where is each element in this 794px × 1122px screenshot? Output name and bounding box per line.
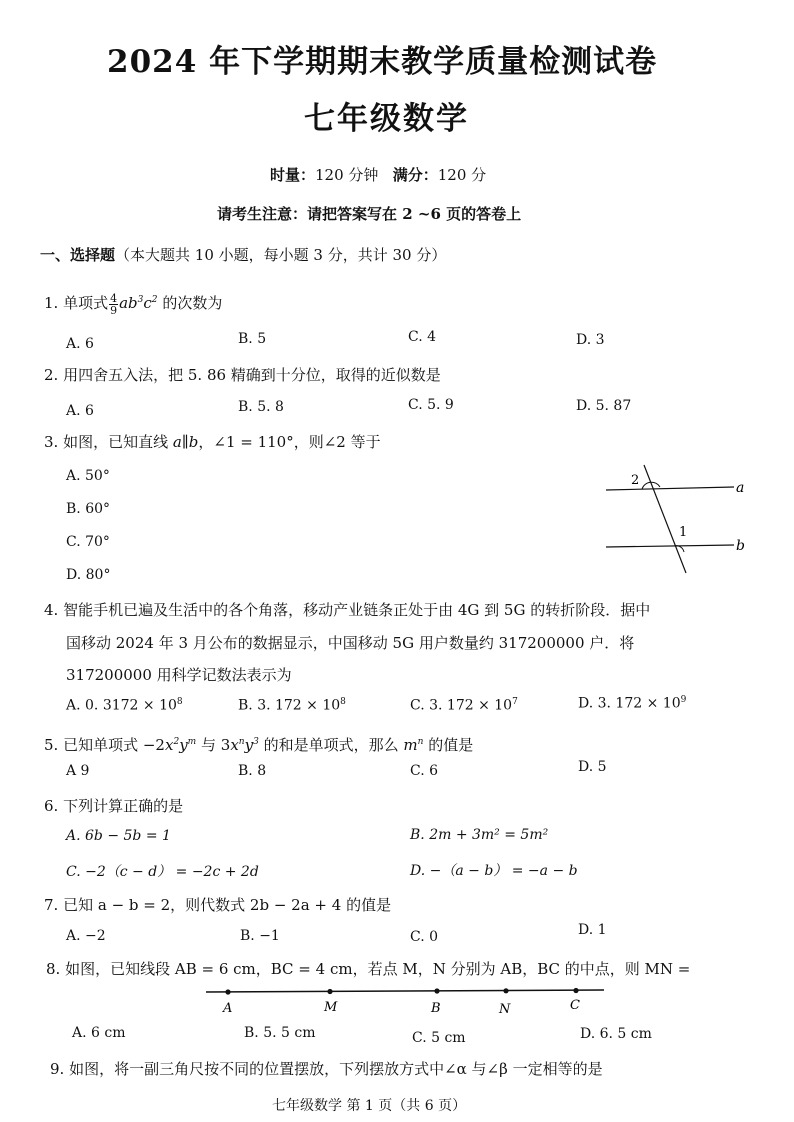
question-8-stem xyxy=(46,958,690,980)
q5-number: 5. xyxy=(44,736,59,754)
q7-option-a: A. −2 xyxy=(66,928,106,944)
q1-option-a: A. 6 xyxy=(66,336,94,352)
q8-segment-figure xyxy=(200,982,610,1018)
q4-option-a xyxy=(66,697,183,714)
point-b-label: B xyxy=(431,1001,441,1016)
time-label: 时量： xyxy=(270,166,316,184)
q4-option-d xyxy=(578,695,686,712)
q3-parallel-lines-figure xyxy=(596,455,756,580)
point-a-label: A xyxy=(223,1001,233,1016)
q8-option-b: B. 5. 5 cm xyxy=(244,1025,316,1041)
question-4-line-1 xyxy=(44,599,650,621)
q6-text: 下列计算正确的是 xyxy=(63,797,184,815)
angle-1-label: 1 xyxy=(679,525,688,540)
q7-option-b: B. −1 xyxy=(240,928,280,944)
q4-text-line1: 智能手机已遍及生活中的各个角落，移动产业链条正处于由 4G 到 5G 的转折阶段．据中 xyxy=(63,601,651,619)
score-label: 满分： xyxy=(392,166,438,184)
q2-number: 2. xyxy=(44,366,59,384)
q8-option-a: A. 6 cm xyxy=(72,1025,126,1041)
q4-number: 4. xyxy=(44,601,59,619)
q3-number: 3. xyxy=(44,433,59,451)
q7-option-d: D. 1 xyxy=(578,922,607,938)
q3-option-b: B. 60° xyxy=(66,501,111,517)
q9-text: 如图，将一副三角尺按不同的位置摆放，下列摆放方式中∠α 与∠β 一定相等的是 xyxy=(69,1060,603,1078)
exam-title: 2024 年下学期期末教学质量检测试卷 xyxy=(107,44,658,80)
q3-option-a: A. 50° xyxy=(66,468,110,484)
q1-option-c: C. 4 xyxy=(408,329,437,345)
q3-text-a: 如图，已知直线 xyxy=(63,433,169,451)
q5-text-post: 的和是单项式，那么 xyxy=(263,736,399,754)
point-n-label: N xyxy=(499,1002,511,1017)
q5-option-c: C. 6 xyxy=(410,763,439,779)
q4-option-a-base: A. 0. 3172 × 10 xyxy=(66,697,177,714)
point-c-dot xyxy=(573,988,578,993)
q1-frac-num: 4 xyxy=(110,291,118,305)
point-a-dot xyxy=(225,989,230,994)
q6-option-a: A. 6b − 5b = 1 xyxy=(66,828,171,844)
q2-option-a: A. 6 xyxy=(66,403,94,419)
q3-text-b: ，∠1 = 110°，则∠2 等于 xyxy=(198,433,381,451)
point-m-label: M xyxy=(324,1000,338,1015)
question-5-stem xyxy=(44,731,473,756)
question-7-stem xyxy=(44,894,391,916)
section-title: 一、选择题 xyxy=(40,246,116,264)
q5-text-end: 的值是 xyxy=(428,736,474,754)
q1-frac-den: 9 xyxy=(110,303,118,317)
question-3-stem xyxy=(44,431,381,453)
exam-notice: 请考生注意：请把答案写在 2 ~6 页的答卷上 xyxy=(217,205,522,223)
q1-text-post: 的次数为 xyxy=(162,294,223,312)
q1-monomial: $ab^3c^2$ xyxy=(119,294,158,312)
q1-option-b: B. 5 xyxy=(238,331,267,347)
q4-option-d-base: D. 3. 172 × 10 xyxy=(578,695,681,712)
q3-option-d: D. 80° xyxy=(66,567,111,583)
score-value: 120 分 xyxy=(437,166,487,184)
point-m-dot xyxy=(327,989,332,994)
q2-option-c: C. 5. 9 xyxy=(408,397,454,413)
q5-text-pre: 已知单项式 −2 xyxy=(63,736,165,754)
q3-parallel: a∥b xyxy=(172,433,199,451)
line-b-label: b xyxy=(736,538,745,554)
q1-option-d: D. 3 xyxy=(576,332,605,348)
q4-option-c xyxy=(410,697,518,714)
q8-option-c: C. 5 cm xyxy=(412,1030,466,1046)
q6-option-d: D. −（a − b） = −a − b xyxy=(410,863,578,879)
q7-number: 7. xyxy=(44,896,59,914)
q2-text: 用四舍五入法，把 5. 86 精确到十分位，取得的近似数是 xyxy=(63,366,441,384)
transversal xyxy=(644,465,686,573)
q4-option-c-exp: 7 xyxy=(512,697,518,707)
question-1-stem xyxy=(44,289,222,316)
section-note: （本大题共 10 小题，每小题 3 分，共计 30 分） xyxy=(115,246,447,264)
q7-text: 已知 a − b = 2，则代数式 2b − 2a + 4 的值是 xyxy=(63,896,392,914)
q1-fraction xyxy=(109,293,118,316)
question-2-stem xyxy=(44,364,441,386)
q6-number: 6. xyxy=(44,797,59,815)
question-6-stem xyxy=(44,795,183,817)
time-value: 120 分钟 xyxy=(315,166,379,184)
q5-monomial-2: $x^ny^3$ xyxy=(230,736,259,754)
section-heading xyxy=(40,244,446,266)
q4-option-c-base: C. 3. 172 × 10 xyxy=(410,697,513,714)
q4-option-b xyxy=(238,697,346,714)
line-a-label: a xyxy=(736,480,745,496)
q6-option-c: C. −2（c − d） = −2c + 2d xyxy=(66,864,259,880)
q4-option-d-exp: 9 xyxy=(680,695,687,705)
point-n-dot xyxy=(503,988,508,993)
q7-option-c: C. 0 xyxy=(410,929,439,945)
line-b xyxy=(606,545,734,547)
exam-meta xyxy=(270,164,486,185)
q1-text-pre: 单项式 xyxy=(63,294,109,312)
point-c-label: C xyxy=(570,998,580,1013)
q4-text-line2: 国移动 2024 年 3 月公布的数据显示，中国移动 5G 用户数量约 317200000 户．将 xyxy=(66,634,635,652)
point-b-dot xyxy=(434,988,439,993)
q8-text: 如图，已知线段 AB = 6 cm，BC = 4 cm，若点 M，N 分别为 AB，BC 的中点，则 MN = xyxy=(65,960,691,978)
q6-option-b: B. 2m + 3m² = 5m² xyxy=(410,827,549,843)
question-9-stem xyxy=(50,1058,603,1080)
q4-option-a-exp: 8 xyxy=(176,697,183,707)
q5-option-a: A 9 xyxy=(66,763,90,779)
q1-number: 1. xyxy=(44,294,59,312)
q5-monomial-1: $x^2y^m$ xyxy=(164,736,197,754)
q3-option-c: C. 70° xyxy=(66,534,110,550)
q8-number: 8. xyxy=(46,960,61,978)
q8-option-d: D. 6. 5 cm xyxy=(580,1026,652,1042)
q2-option-b: B. 5. 8 xyxy=(238,399,284,415)
q4-option-b-exp: 8 xyxy=(340,697,346,707)
q4-option-b-base: B. 3. 172 × 10 xyxy=(238,697,341,714)
line-a xyxy=(606,487,734,490)
q9-number: 9. xyxy=(50,1060,65,1078)
q5-option-d: D. 5 xyxy=(578,759,607,775)
q5-text-mid: 与 3 xyxy=(201,736,231,754)
q4-text-line3: 317200000 用科学记数法表示为 xyxy=(66,666,292,684)
exam-subtitle: 七年级数学 xyxy=(304,101,469,137)
q5-expression: $m^n$ xyxy=(403,736,424,754)
q5-option-b: B. 8 xyxy=(238,763,267,779)
q2-option-d: D. 5. 87 xyxy=(576,398,632,414)
page-footer: 七年级数学 第 1 页（共 6 页） xyxy=(272,1098,467,1114)
angle-2-label: 2 xyxy=(631,473,640,488)
segment-line xyxy=(206,990,604,992)
